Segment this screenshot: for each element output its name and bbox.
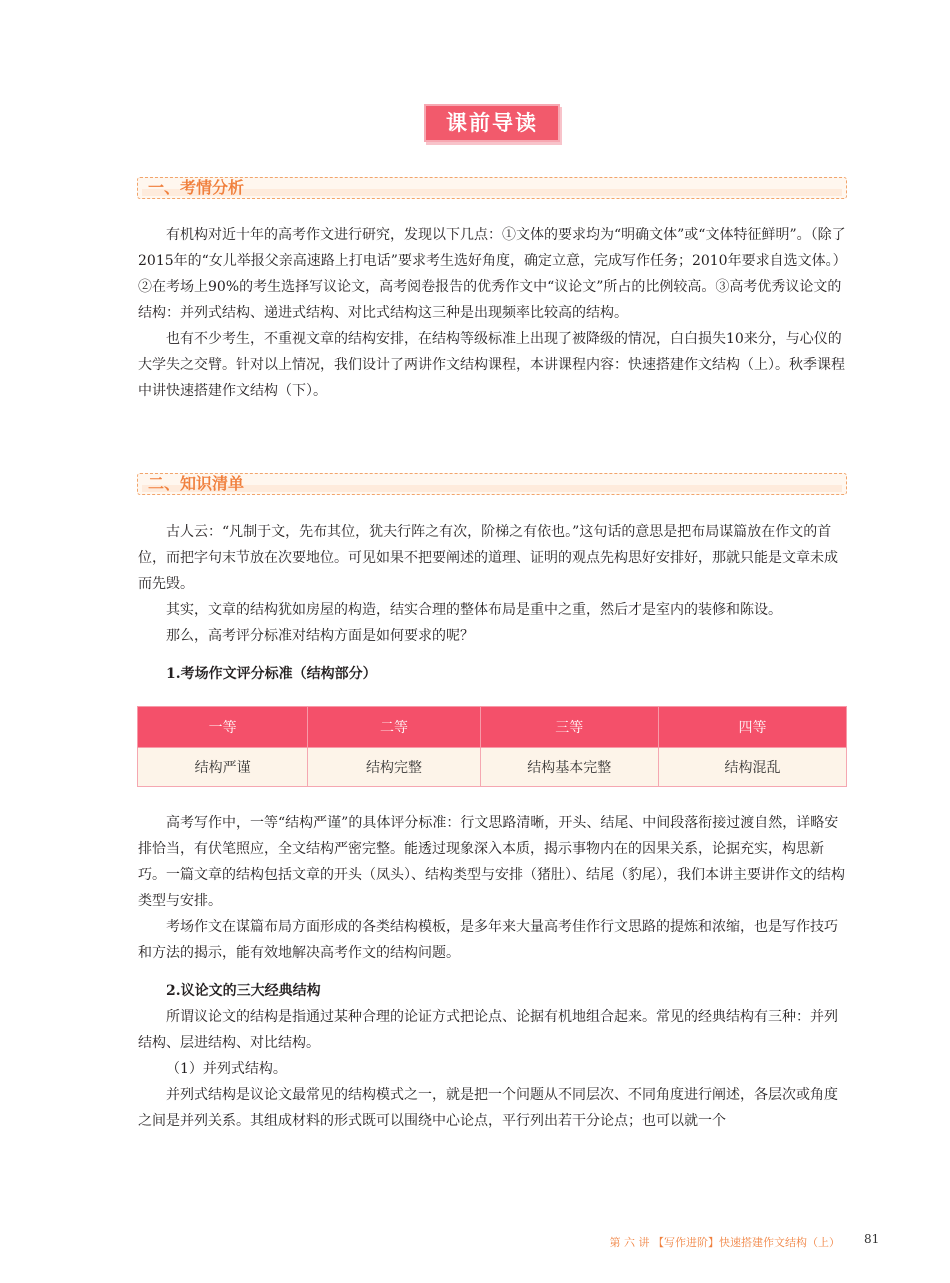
- table-header: 一等: [138, 707, 308, 748]
- paragraph: 并列式结构是议论文最常见的结构模式之一，就是把一个问题从不同层次、不同角度进行阐述，各层次或角度之间是并列关系。其组成材料的形式既可以围绕中心论点，平行列出若干分论点；也可以就一个: [138, 1087, 838, 1129]
- paragraph: （1）并列式结构。: [166, 1061, 287, 1077]
- page-title: 课前导读: [424, 104, 560, 142]
- paragraph: 高考写作中，一等“结构严谨”的具体评分标准：行文思路清晰，开头、结尾、中间段落衔接过渡自然，详略安排恰当，有伏笔照应，全文结构严密完整。能透过现象深入本质，揭示事物内在的因果关系，论据充实，构思新巧。一篇文章的结构包括文章的开头（凤头）、结构类型与安排（猪肚）、结尾（豹尾），我们本讲主要讲作文的结构类型与安排。: [138, 815, 845, 909]
- table-cell: 结构混乱: [658, 748, 846, 787]
- table-header-row: [138, 707, 847, 748]
- subheading-grading: 1.考场作文评分标准（结构部分）: [166, 666, 377, 682]
- table-cell: 结构严谨: [138, 748, 308, 787]
- section-2-body-3: [138, 1004, 848, 1134]
- paragraph: 也有不少考生，不重视文章的结构安排，在结构等级标准上出现了被降级的情况，白白损失10来分，与心仪的大学失之交臂。针对以上情况，我们设计了两讲作文结构课程，本讲课程内容：快速搭建作文结构（上）。秋季课程中讲快速搭建作文结构（下）。: [138, 331, 845, 399]
- section-heading-1-text: 一、考情分析: [148, 178, 245, 197]
- section-heading-2-text: 二、知识清单: [148, 474, 245, 493]
- table-cell: 结构完整: [308, 748, 480, 787]
- paragraph: 所谓议论文的结构是指通过某种合理的论证方式把论点、论据有机地组合起来。常见的经典结构有三种：并列结构、层进结构、对比结构。: [138, 1009, 838, 1051]
- table-header: 二等: [308, 707, 480, 748]
- section-heading-1: [137, 177, 847, 199]
- table-header: 三等: [480, 707, 658, 748]
- subheading-structures: 2.议论文的三大经典结构: [166, 983, 321, 999]
- section-2-body-2: [138, 810, 848, 966]
- grading-table: [137, 706, 847, 787]
- heading-underline: [142, 189, 842, 196]
- section-2-body: [138, 519, 848, 649]
- paragraph: 古人云：“凡制于文，先布其位，犹夫行阵之有次，阶梯之有依也。”这句话的意思是把布局谋篇放在作文的首位，而把字句末节放在次要地位。可见如果不把要阐述的道理、证明的观点先构思好安排好，那就只能是文章未成而先毁。: [138, 524, 838, 592]
- paragraph: 那么，高考评分标准对结构方面是如何要求的呢？: [166, 628, 474, 644]
- table-row: [138, 748, 847, 787]
- table-cell: 结构基本完整: [480, 748, 658, 787]
- section-1-body: [138, 222, 848, 404]
- page-number: 81: [864, 1232, 880, 1246]
- paragraph: 考场作文在谋篇布局方面形成的各类结构模板，是多年来大量高考佳作行文思路的提炼和浓缩，也是写作技巧和方法的揭示，能有效地解决高考作文的结构问题。: [138, 919, 838, 961]
- table-header: 四等: [658, 707, 846, 748]
- footer-chapter: 第 六 讲 【写作进阶】快速搭建作文结构（上）: [609, 1236, 840, 1249]
- paragraph: 其实，文章的结构犹如房屋的构造，结实合理的整体布局是重中之重，然后才是室内的装修和陈设。: [166, 602, 782, 618]
- section-heading-2: [137, 473, 847, 495]
- paragraph: 有机构对近十年的高考作文进行研究，发现以下几点：①文体的要求均为“明确文体”或“文体特征鲜明”。（除了2015年的“女儿举报父亲高速路上打电话”要求考生选好角度，确定立意，完成写作任务；2010年要求自选文体。）②在考场上90%的考生选择写议论文，高考阅卷报告的优秀作文中“议论文”所占的比例较高。③高考优秀议论文的结构：并列式结构、递进式结构、对比式结构这三种是出现频率比较高的结构。: [138, 227, 847, 321]
- heading-underline: [142, 485, 842, 492]
